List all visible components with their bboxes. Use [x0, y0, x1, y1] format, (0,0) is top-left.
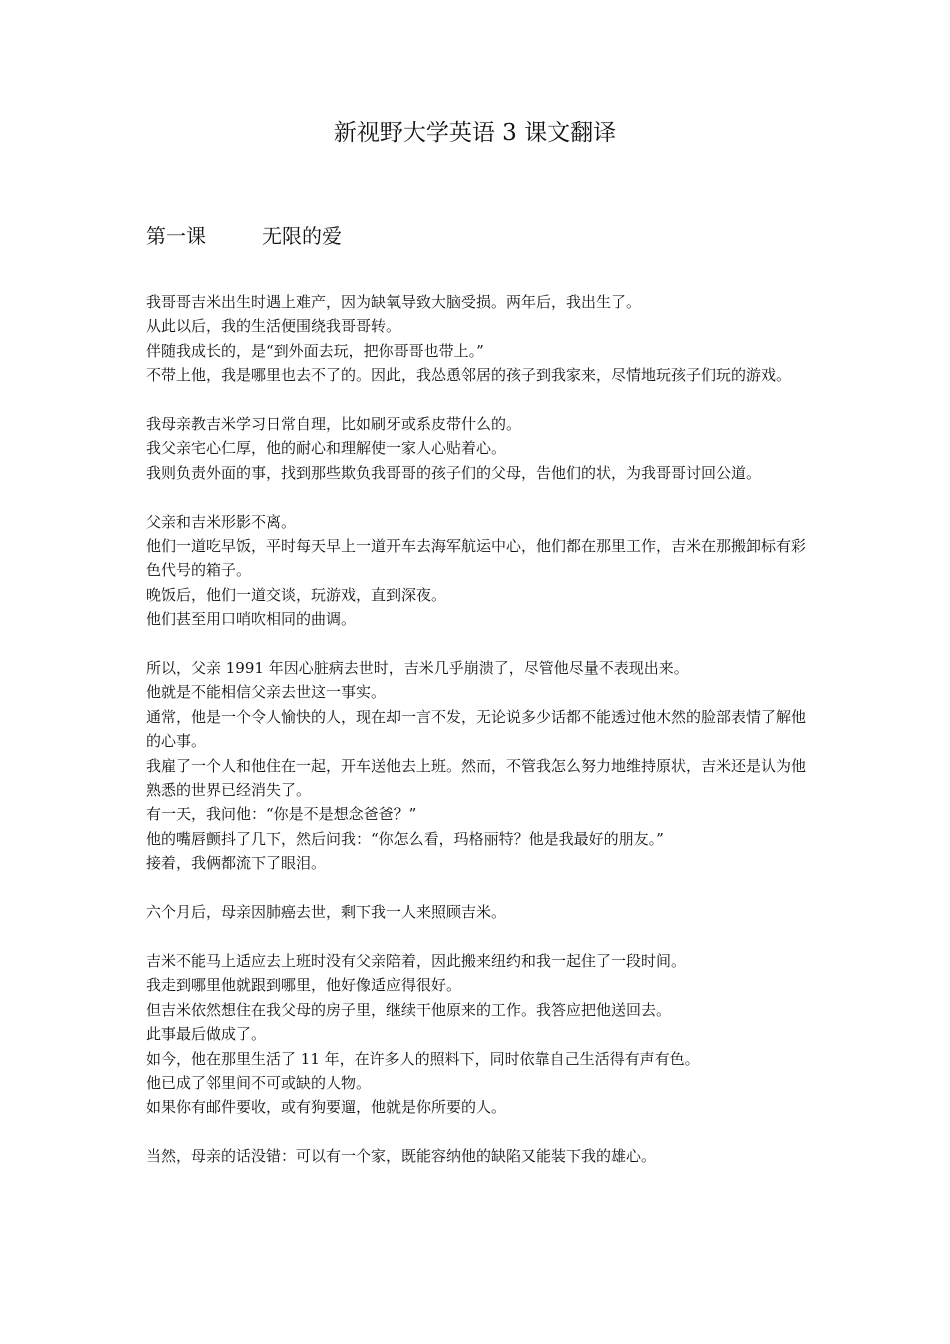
text-line: 如果你有邮件要收，或有狗要遛，他就是你所要的人。	[146, 1098, 507, 1117]
text-line: 接着，我俩都流下了眼泪。	[146, 854, 327, 873]
text-line: 此事最后做成了。	[146, 1025, 267, 1044]
body-text	[146, 290, 810, 1169]
text-line: 我则负责外面的事，找到那些欺负我哥哥的孩子们的父母，告他们的状，为我哥哥讨回公道。	[146, 463, 762, 482]
text-line: 从此以后，我的生活便围绕我哥哥转。	[146, 317, 402, 336]
paragraph	[146, 949, 810, 1120]
paragraph	[146, 1144, 810, 1168]
lesson-heading	[146, 220, 342, 252]
text-line: 他的嘴唇颤抖了几下，然后问我：“你怎么看，玛格丽特？他是我最好的朋友。”	[146, 829, 664, 848]
text-line: 不带上他，我是哪里也去不了的。因此，我怂恿邻居的孩子到我家来，尽情地玩孩子们玩的游戏。	[146, 366, 792, 385]
text-line: 他就是不能相信父亲去世这一事实。	[146, 683, 387, 702]
text-line: 我走到哪里他就跟到哪里，他好像适应得很好。	[146, 976, 462, 995]
text-line: 伴随我成长的，是“到外面去玩，把你哥哥也带上。”	[146, 341, 484, 360]
text-line: 通常，他是一个令人愉快的人，现在却一言不发，无论说多少话都不能透过他木然的脸部表情了解他的心事。	[146, 707, 807, 751]
text-line: 我父亲宅心仁厚，他的耐心和理解使一家人心贴着心。	[146, 439, 507, 458]
lesson-number: 第一课	[146, 224, 206, 248]
text-line: 如今，他在那里生活了 11 年，在许多人的照料下，同时依靠自己生活得有声有色。	[146, 1049, 700, 1068]
paragraph	[146, 290, 810, 388]
paragraph	[146, 510, 810, 632]
text-line: 他们甚至用口哨吹相同的曲调。	[146, 610, 357, 629]
text-line: 我哥哥吉米出生时遇上难产，因为缺氧导致大脑受损。两年后，我出生了。	[146, 293, 642, 311]
text-line: 父亲和吉米形影不离。	[146, 512, 297, 531]
text-line: 我母亲教吉米学习日常自理，比如刷牙或系皮带什么的。	[146, 415, 522, 434]
text-line: 当然，母亲的话没错：可以有一个家，既能容纳他的缺陷又能装下我的雄心。	[146, 1147, 657, 1166]
text-line: 我雇了一个人和他住在一起，开车送他去上班。然而，不管我怎么努力地维持原状，吉米还是认为他熟悉的世界已经消失了。	[146, 756, 807, 800]
text-line: 吉米不能马上适应去上班时没有父亲陪着，因此搬来纽约和我一起住了一段时间。	[146, 951, 687, 970]
text-line: 他已成了邻里间不可或缺的人物。	[146, 1073, 372, 1092]
text-line: 他们一道吃早饭，平时每天早上一道开车去海军航运中心，他们都在那里工作，吉米在那搬卸标有彩色代号的箱子。	[146, 537, 807, 580]
document-title: 新视野大学英语 3 课文翻译	[333, 120, 617, 146]
text-line: 有一天，我问他：“你是不是想念爸爸？”	[146, 805, 417, 824]
text-line: 六个月后，母亲因肺癌去世，剩下我一人来照顾吉米。	[146, 903, 507, 922]
lesson-name: 无限的爱	[262, 224, 342, 248]
paragraph	[146, 412, 810, 485]
text-line: 但吉米依然想住在我父母的房子里，继续干他原来的工作。我答应把他送回去。	[146, 1000, 672, 1019]
paragraph	[146, 900, 810, 924]
text-line: 晚饭后，他们一道交谈，玩游戏，直到深夜。	[146, 585, 447, 604]
text-line: 所以，父亲 1991 年因心脏病去世时，吉米几乎崩溃了，尽管他尽量不表现出来。	[146, 659, 689, 678]
paragraph	[146, 656, 810, 876]
